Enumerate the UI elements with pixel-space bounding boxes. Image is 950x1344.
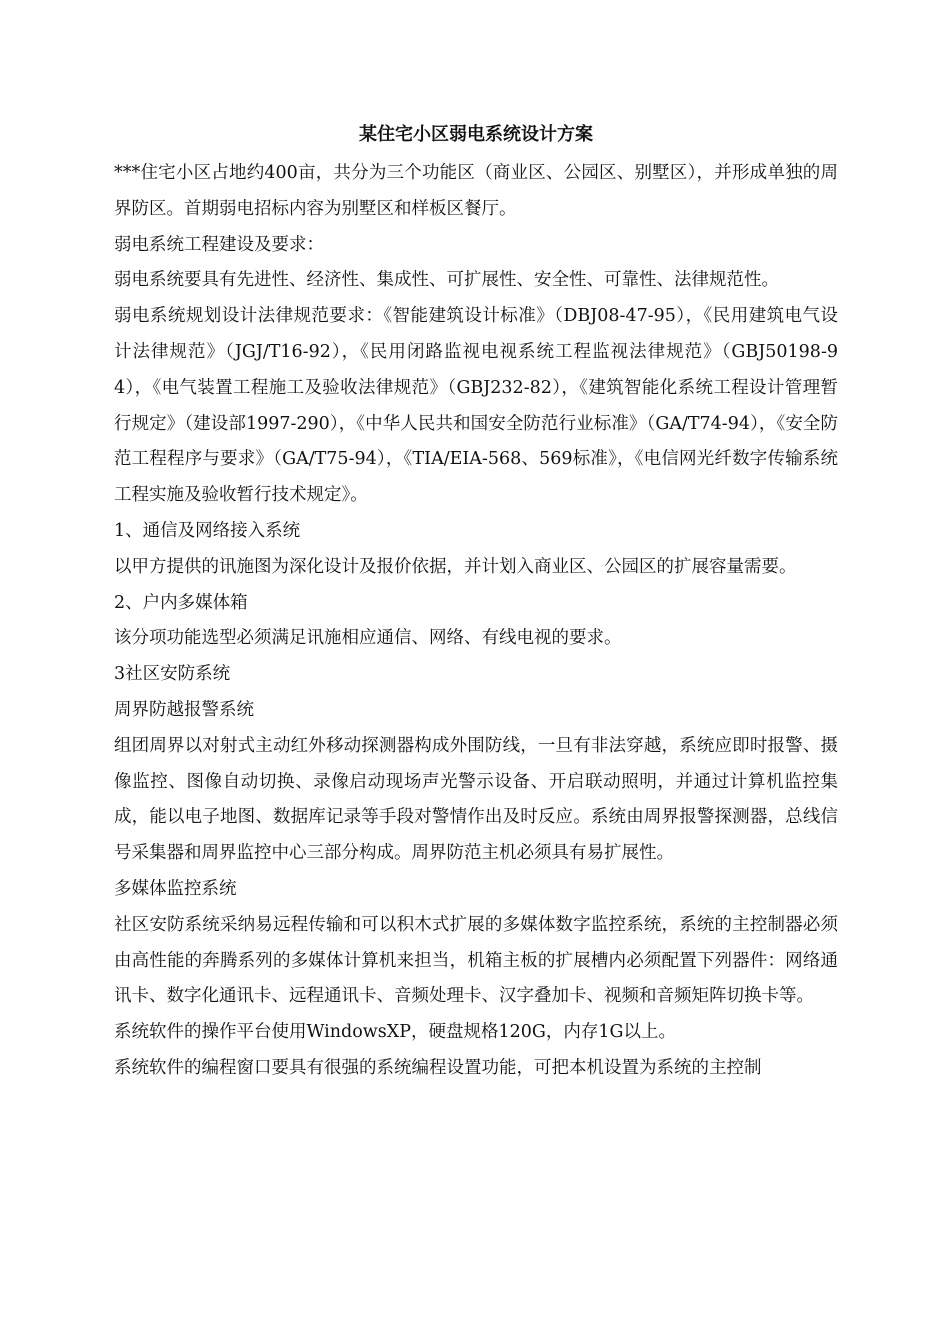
paragraph-multimedia-monitoring: 社区安防系统采纳易远程传输和可以积木式扩展的多媒体数字监控系统，系统的主控制器必须由高性能的奔腾系列的多媒体计算机来担当，机箱主板的扩展槽内必须配置下列器件：网络通讯卡、数字化通讯卡、远程通讯卡、音频处理卡、汉字叠加卡、视频和音频矩阵切换卡等。 xyxy=(114,914,838,1007)
section-heading-security: 3社区安防系统 xyxy=(114,664,231,685)
subheading-perimeter-alarm: 周界防越报警系统 xyxy=(114,699,254,720)
section-heading-network: 1、通信及网络接入系统 xyxy=(114,520,301,541)
document-title: 某住宅小区弱电系统设计方案 xyxy=(359,124,593,145)
section-heading-multimedia-box: 2、户内多媒体箱 xyxy=(114,592,248,613)
paragraph-perimeter-alarm: 组团周界以对射式主动红外移动探测器构成外围防线，一旦有非法穿越，系统应即时报警、摄像监控、图像自动切换、录像启动现场声光警示设备、开启联动照明，并通过计算机监控集成，能以电子地图、数据库记录等手段对警情作出及时反应。系统由周界报警探测器，总线信号采集器和周界监控中心三部分构成。周界防范主机必须具有易扩展性。 xyxy=(114,735,838,864)
paragraph-requirements-heading: 弱电系统工程建设及要求： xyxy=(114,234,324,255)
paragraph-overview: ***住宅小区占地约400亩，共分为三个功能区（商业区、公园区、别墅区），并形成单独的周界防区。首期弱电招标内容为别墅区和样板区餐厅。 xyxy=(114,163,838,219)
paragraph-standards: 弱电系统规划设计法律规范要求：《智能建筑设计标准》（DBJ08-47-95），《民用建筑电气设计法律规范》（JGJ/T16-92），《民用闭路监视电视系统工程监视法律规范》（GBJ50198-94），《电气装置工程施工及验收法律规范》（GBJ232-82），《建筑智能化系统工程设计管理暂行规定》（建设部1997-290），《中华人民共和国安全防范行业标准》（GA/T74-94），《安全防范工程程序与要求》（GA/T75-94），《TIA/EIA-568、569标准》，《电信网光纤数字传输系统工程实施及验收暂行技术规定》。 xyxy=(114,306,838,506)
paragraph-system-qualities: 弱电系统要具有先进性、经济性、集成性、可扩展性、安全性、可靠性、法律规范性。 xyxy=(114,270,779,291)
paragraph-network: 以甲方提供的讯施图为深化设计及报价依据，并计划入商业区、公园区的扩展容量需要。 xyxy=(114,556,797,577)
paragraph-multimedia-box: 该分项功能选型必须满足讯施相应通信、网络、有线电视的要求。 xyxy=(114,628,622,649)
paragraph-software-platform: 系统软件的操作平台使用WindowsXP，硬盘规格120G，内存1G以上。 xyxy=(114,1022,676,1043)
subheading-multimedia-monitoring: 多媒体监控系统 xyxy=(114,878,237,899)
paragraph-software-programming: 系统软件的编程窗口要具有很强的系统编程设置功能，可把本机设置为系统的主控制 xyxy=(114,1057,762,1078)
